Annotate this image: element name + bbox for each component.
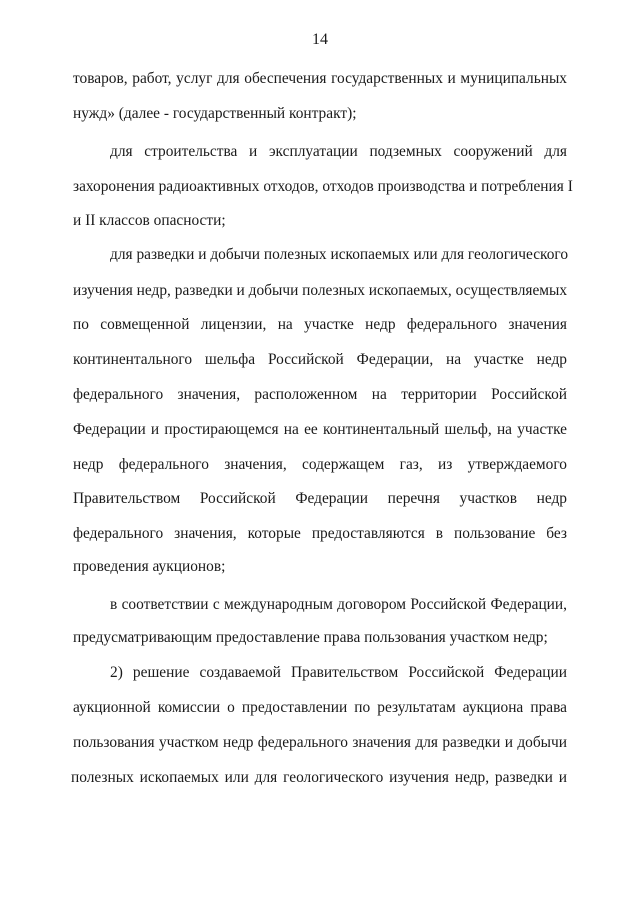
text-line: Правительством Российской Федерации перечня участков недр — [73, 490, 567, 507]
text-line: нужд» (далее - государственный контракт); — [73, 105, 357, 122]
text-line: изучения недр, разведки и добычи полезных ископаемых, осуществляемых — [73, 282, 568, 299]
text-line: недр федерального значения, содержащем газ, из утверждаемого — [73, 456, 567, 473]
text-line: федерального значения, которые предоставляются в пользование без — [73, 525, 567, 542]
text-line: проведения аукционов; — [73, 558, 226, 575]
paragraph-first-line: для разведки и добычи полезных ископаемых или для геологического — [110, 246, 569, 263]
paragraph-first-line: в соответствии с международным договором Российской Федерации, — [110, 596, 567, 613]
text-line: по совмещенной лицензии, на участке недр федерального значения — [73, 316, 567, 333]
text-line: федерального значения, расположенном на территории Российской — [73, 386, 567, 403]
paragraph-first-line: 2) решение создаваемой Правительством Российской Федерации — [110, 664, 567, 681]
text-line: пользования участком недр федерального значения для разведки и добычи — [73, 734, 567, 751]
text-line: полезных ископаемых или для геологического изучения недр, разведки и — [71, 769, 567, 786]
text-line: континентального шельфа Российской Федерации, на участке недр — [73, 351, 567, 368]
text-line: товаров, работ, услуг для обеспечения государственных и муниципальных — [73, 70, 567, 87]
paragraph-first-line: для строительства и эксплуатации подземных сооружений для — [110, 143, 567, 160]
text-line: Федерации и простирающемся на ее континентальный шельф, на участке — [73, 421, 567, 438]
text-line: аукционной комиссии о предоставлении по результатам аукциона права — [73, 699, 567, 716]
text-line: захоронения радиоактивных отходов, отходов производства и потребления I — [73, 178, 573, 195]
text-line: предусматривающим предоставление права пользования участком недр; — [73, 629, 548, 646]
page-number: 14 — [312, 31, 328, 48]
text-line: и II классов опасности; — [73, 212, 226, 229]
